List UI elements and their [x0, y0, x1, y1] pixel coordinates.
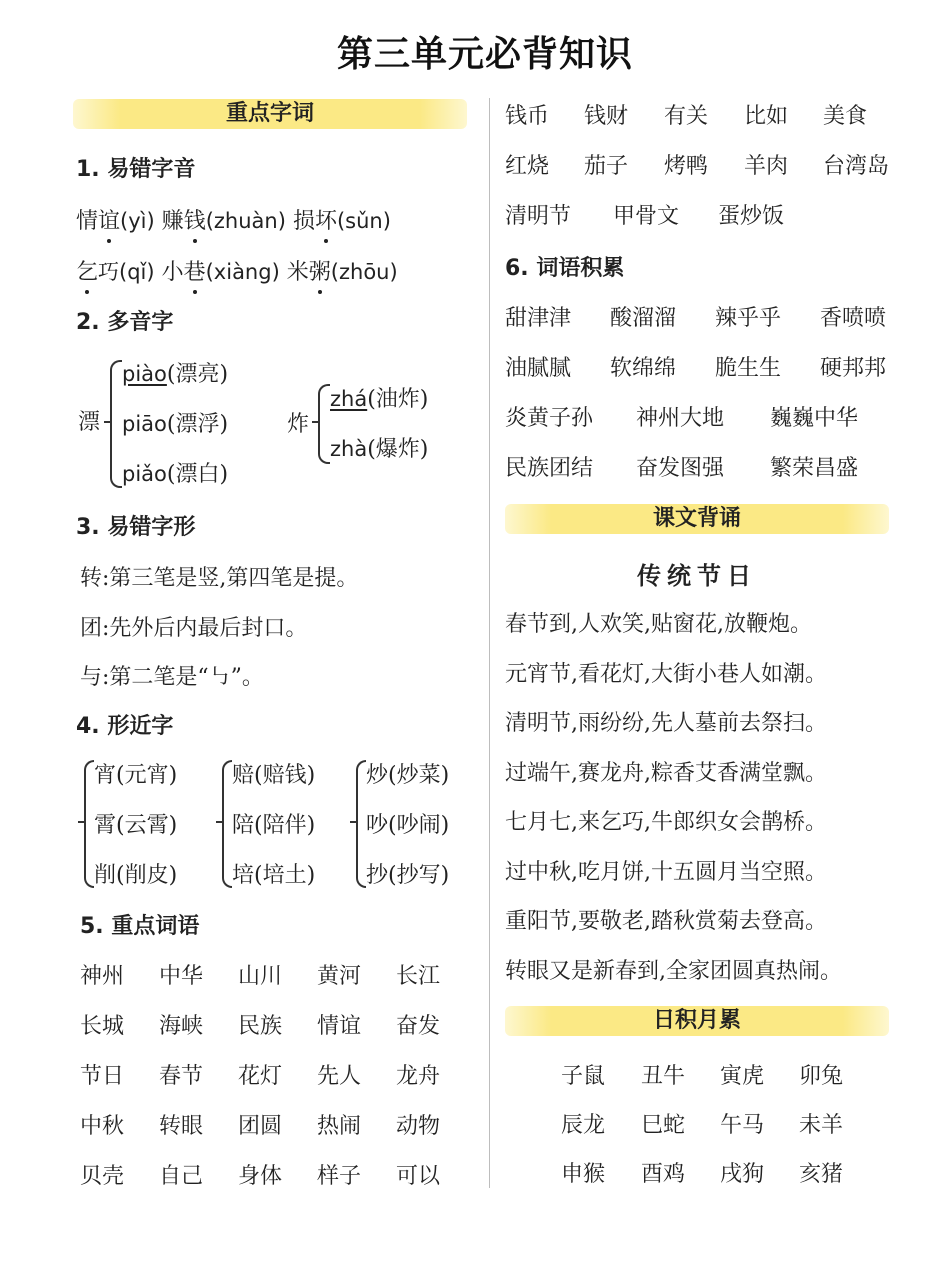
zodiac-item: 寅虎 [720, 1064, 765, 1089]
accumulated-word: 辣乎乎 [715, 306, 782, 331]
key-word: 中秋 [80, 1114, 125, 1139]
polyphonic-item: piǎo(漂白) [122, 462, 229, 487]
accumulated-word: 香喷喷 [820, 306, 887, 331]
heading-pronunciation: 1. 易错字音 [76, 157, 196, 182]
poem-line: 过端午,赛龙舟,粽香艾香满堂飘。 [505, 760, 827, 786]
polyphonic-char-2: 炸 [287, 412, 310, 437]
similar-char-item: 培(培土) [232, 863, 316, 888]
key-word: 花灯 [238, 1064, 283, 1089]
heading-key-words: 5. 重点词语 [80, 914, 200, 939]
heading-similar-chars: 4. 形近字 [76, 714, 174, 739]
banner-key-words: 重点字词 [73, 99, 467, 129]
char-shape-line: 团:先外后内最后封口。 [80, 616, 308, 641]
poem-line: 七月七,来乞巧,牛郎织女会鹊桥。 [505, 810, 827, 835]
zodiac-item: 亥猪 [799, 1162, 844, 1187]
similar-char-item: 霄(云霄) [94, 813, 178, 838]
key-word: 茄子 [584, 154, 629, 179]
accumulated-word: 繁荣昌盛 [770, 456, 859, 481]
key-word: 转眼 [159, 1114, 204, 1139]
accumulated-word: 炎黄子孙 [505, 406, 594, 431]
heading-char-shape: 3. 易错字形 [76, 515, 196, 540]
key-word: 清明节 [505, 204, 572, 229]
key-word: 民族 [238, 1014, 283, 1039]
zodiac-item: 丑牛 [641, 1064, 686, 1089]
zodiac-item: 午马 [720, 1113, 765, 1138]
zodiac-item: 未羊 [799, 1113, 844, 1138]
accumulated-word: 巍巍中华 [770, 406, 859, 431]
key-word: 神州 [80, 964, 125, 989]
key-word: 身体 [238, 1164, 283, 1189]
key-word: 比如 [744, 104, 789, 129]
key-word: 甲骨文 [613, 204, 680, 229]
char-shape-line: 与:第二笔是“㇉”。 [80, 665, 264, 690]
zodiac-item: 子鼠 [561, 1064, 606, 1089]
similar-char-item: 抄(抄写) [366, 863, 450, 888]
key-word: 烤鸭 [664, 154, 709, 179]
key-word: 山川 [238, 964, 283, 989]
zodiac-item: 戌狗 [720, 1162, 765, 1187]
polyphonic-item: piào(漂亮) [122, 362, 229, 387]
key-word: 中华 [159, 964, 204, 989]
poem-line: 清明节,雨纷纷,先人墓前去祭扫。 [505, 711, 827, 736]
poem-line: 过中秋,吃月饼,十五圆月当空照。 [505, 859, 827, 885]
accumulated-word: 油腻腻 [505, 356, 572, 381]
pronunciation-row-1: 情谊(yì) 赚钱(zhuàn) 损坏(sǔn) [76, 204, 391, 235]
zodiac-item: 申猴 [561, 1162, 606, 1187]
key-word: 钱币 [505, 104, 550, 129]
brace-group-2 [222, 760, 232, 888]
heading-polyphonic: 2. 多音字 [76, 310, 174, 335]
brace-2 [318, 384, 330, 464]
accumulated-word: 民族团结 [505, 456, 594, 481]
key-word: 龙舟 [396, 1064, 441, 1089]
accumulated-word: 软绵绵 [610, 356, 677, 381]
key-word: 可以 [396, 1164, 441, 1189]
zodiac-item: 辰龙 [561, 1113, 606, 1138]
key-word: 黄河 [317, 964, 362, 989]
similar-char-item: 炒(炒菜) [366, 763, 450, 788]
poem-title: 传统节日 [637, 562, 757, 590]
poem-line: 重阳节,要敬老,踏秋赏菊去登高。 [505, 909, 827, 934]
key-word: 样子 [317, 1164, 362, 1189]
key-word: 台湾岛 [823, 154, 890, 179]
similar-char-item: 陪(陪伴) [232, 813, 316, 838]
key-word: 长城 [80, 1014, 125, 1039]
key-word: 海峡 [159, 1014, 204, 1039]
polyphonic-item: zhà(爆炸) [330, 437, 429, 462]
polyphonic-item: piāo(漂浮) [122, 412, 229, 437]
accumulated-word: 酸溜溜 [610, 306, 677, 331]
key-word: 钱财 [584, 104, 629, 129]
key-word: 奋发 [396, 1014, 441, 1039]
accumulated-word: 脆生生 [715, 356, 782, 381]
column-divider [489, 98, 490, 1188]
key-word: 长江 [396, 964, 441, 989]
zodiac-item: 巳蛇 [641, 1113, 686, 1138]
key-word: 红烧 [505, 154, 550, 179]
brace-group-1 [84, 760, 94, 888]
key-word: 贝壳 [80, 1164, 125, 1189]
zodiac-item: 卯兔 [799, 1064, 844, 1089]
key-word: 美食 [823, 104, 868, 129]
brace-group-3 [356, 760, 366, 888]
key-word: 团圆 [238, 1114, 283, 1139]
polyphonic-char-1: 漂 [78, 410, 101, 435]
key-word: 先人 [317, 1064, 362, 1089]
key-word: 有关 [664, 104, 709, 129]
poem-line: 元宵节,看花灯,大街小巷人如潮。 [505, 661, 827, 687]
similar-char-item: 赔(赔钱) [232, 763, 316, 788]
accumulated-word: 甜津津 [505, 306, 572, 331]
brace-1 [110, 360, 122, 488]
char-shape-line: 转:第三笔是竖,第四笔是提。 [80, 566, 359, 591]
similar-char-item: 削(削皮) [94, 863, 178, 888]
accumulated-word: 神州大地 [636, 406, 725, 431]
key-word: 热闹 [317, 1114, 362, 1139]
poem-line: 转眼又是新春到,全家团圆真热闹。 [505, 958, 842, 984]
key-word: 动物 [396, 1114, 441, 1139]
key-word: 蛋炒饭 [718, 204, 785, 229]
banner-daily-accumulation: 日积月累 [505, 1006, 889, 1036]
pronunciation-row-2: 乞巧(qǐ) 小巷(xiàng) 米粥(zhōu) [76, 255, 398, 286]
key-word: 节日 [80, 1064, 125, 1089]
key-word: 情谊 [317, 1014, 362, 1039]
accumulated-word: 奋发图强 [636, 456, 725, 481]
key-word: 羊肉 [744, 154, 789, 179]
zodiac-item: 酉鸡 [641, 1162, 686, 1187]
similar-char-item: 吵(吵闹) [366, 813, 450, 838]
polyphonic-item: zhá(油炸) [330, 387, 429, 412]
poem-line: 春节到,人欢笑,贴窗花,放鞭炮。 [505, 612, 812, 637]
key-word: 自己 [159, 1164, 204, 1189]
similar-char-item: 宵(元宵) [94, 763, 178, 788]
banner-recitation: 课文背诵 [505, 504, 889, 534]
accumulated-word: 硬邦邦 [820, 356, 887, 381]
heading-word-accumulation: 6. 词语积累 [505, 256, 625, 281]
key-word: 春节 [159, 1064, 204, 1089]
page-title: 第三单元必背知识 [336, 34, 633, 75]
